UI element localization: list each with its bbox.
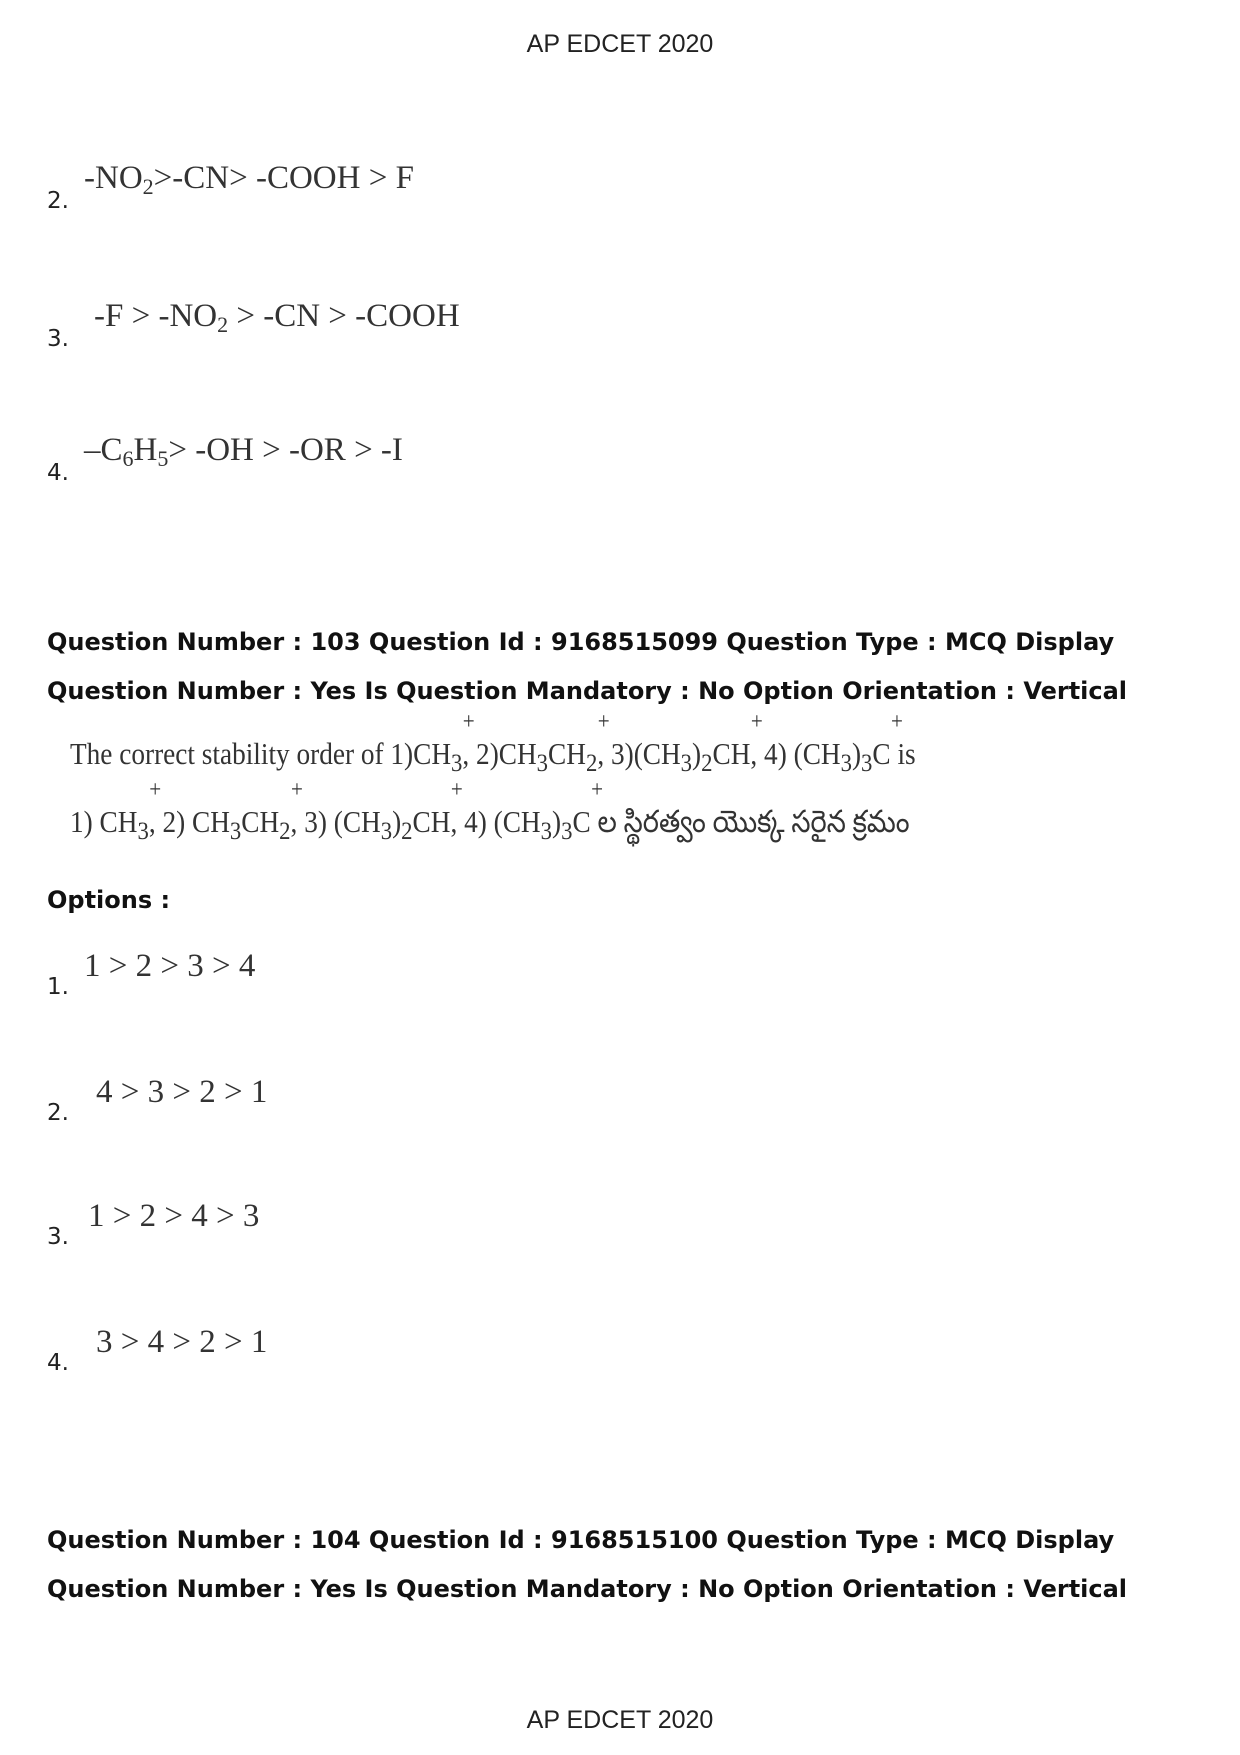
option-number: 4. xyxy=(47,460,69,486)
option-1 xyxy=(0,948,1240,1008)
prev-option-3 xyxy=(0,298,1240,358)
option-text: 1 > 2 > 3 > 4 xyxy=(84,948,256,984)
option-3 xyxy=(0,1198,1240,1258)
option-2 xyxy=(0,1074,1240,1134)
option-number: 3. xyxy=(47,1224,69,1250)
question-103-text-telugu: 1) $CH_3$ + , 2) $CH_3CH_2$ + , 3) $(CH_3)_2CH$ + , 4) $(CH_3)_3C$ + ల స్థిరత్వం యొక్క సరైన క్రమం xyxy=(70,777,910,846)
option-text: 3 > 4 > 2 > 1 xyxy=(96,1324,268,1360)
option-number: 4. xyxy=(47,1350,69,1376)
option-4 xyxy=(0,1324,1240,1384)
page-header: AP EDCET 2020 xyxy=(526,30,714,58)
option-number: 2. xyxy=(47,188,69,214)
prev-option-2 xyxy=(0,160,1240,220)
option-text: 1 > 2 > 4 > 3 xyxy=(88,1198,260,1234)
option-formula: $-F > -NO_2 > -CN$ > -COOH xyxy=(94,298,460,337)
option-number: 3. xyxy=(47,326,69,352)
option-text: 4 > 3 > 2 > 1 xyxy=(96,1074,268,1110)
question-103-meta: Question Number : 103 Question Id : 9168515099 Question Type : MCQ Display Question Number : Yes Is Question Mandatory : No Option Orientation : Vertical xyxy=(47,628,1128,705)
page-footer: AP EDCET 2020 xyxy=(526,1706,714,1734)
option-formula: $-NO_2>-CN>$ -COOH > F xyxy=(84,160,414,199)
question-103-text-english: The correct stability order of $1)CH_3$ + , $2)CH_3CH_2$ + , $3)(CH_3)_2CH$ + , 4) $(CH_3)_3C$ + is xyxy=(70,709,916,778)
question-104-meta: Question Number : 104 Question Id : 9168515100 Question Type : MCQ Display Question Number : Yes Is Question Mandatory : No Option Orientation : Vertical xyxy=(47,1526,1128,1603)
prev-option-4 xyxy=(0,432,1240,492)
option-formula: $-C_6H_5> -OH > -OR > -I$ xyxy=(84,432,403,471)
options-label: Options : xyxy=(47,886,171,914)
option-number: 2. xyxy=(47,1100,69,1126)
option-number: 1. xyxy=(47,974,69,1000)
